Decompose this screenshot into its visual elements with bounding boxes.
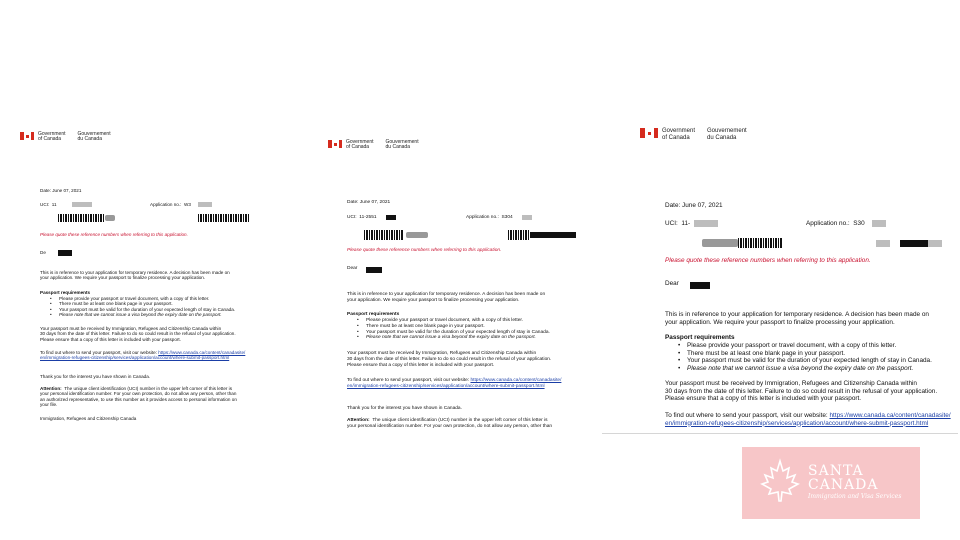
uci-barcode xyxy=(58,214,104,222)
website-paragraph: To find out where to send your passport, visit our website: https://www.canada.ca/content/canadasite/ en/immigration-refugees-citizenship/services/application/account/where-submit-passport.html xyxy=(347,378,562,389)
quote-notice: Please quote these reference numbers when referring to this application. xyxy=(347,248,502,253)
attention-paragraph: Attention: The unique client identification (UCI) number in the upper left corner of this letter is your personal identification number. For your own protection, do not allow any person, other than xyxy=(347,418,553,429)
website-link[interactable]: https://www.canada.ca/content/canadasite/ xyxy=(158,350,246,355)
application-barcode xyxy=(508,230,530,240)
receive-paragraph: Your passport must be received by Immigration, Refugees and Citizenship Canada within 30 days from the date of this letter. Failure to do so could result in the refusal of your application. Please ensure that a copy of this letter is included with your passport. xyxy=(40,326,236,342)
salutation: Dear xyxy=(347,266,358,271)
requirements-list: • Please provide your passport or travel document, with a copy of this letter. • There must be at least one blank page in your passport. • Your passport must be valid for the duration of your expected length of stay in Canada. • Please note that we cannot issue a visa beyond the expiry date on the passport. xyxy=(50,296,235,318)
stamp-title-1: SANTA xyxy=(808,463,864,479)
application-no-label: Application no.: S304 xyxy=(466,215,513,220)
stamp-subtitle: Immigration and Visa Services xyxy=(808,493,902,500)
uci-barcode xyxy=(738,238,782,248)
letter-page-3 xyxy=(602,115,958,434)
salutation: De xyxy=(40,250,46,255)
intro-paragraph: This is in reference to your application for temporary residence. A decision has been made on your application. We require your passport to finalize processing your application. xyxy=(665,311,929,326)
website-paragraph: To find out where to send your passport, visit our website: https://www.canada.ca/content/canadasite/ en/immigration-refugees-citizenship/services/application/account/where-submit-passport.html xyxy=(665,412,951,427)
application-no-label: Application no.: W3 xyxy=(150,202,191,207)
website-paragraph: To find out where to send your passport, visit our website: https://www.canada.ca/content/canadasite/ en/immigration-refugees-citizenship/services/application/account/where-submit-passport.html xyxy=(40,350,246,361)
uci-label: UCI: 11 xyxy=(40,202,57,207)
application-no-label: Application no.: S30 xyxy=(806,220,865,227)
uci-barcode xyxy=(364,230,404,240)
letter-date: Date: June 07, 2021 xyxy=(665,202,723,209)
gov-header: Government of Canada Gouvernement du Canada xyxy=(640,128,759,141)
requirements-title: Passport requirements xyxy=(347,312,400,317)
intro-paragraph: This is in reference to your application for temporary residence. A decision has been made on your application. We require your passport to finalize processing your application. xyxy=(347,292,546,303)
application-barcode xyxy=(198,214,250,222)
salutation: Dear xyxy=(665,280,679,287)
maple-leaf-icon xyxy=(756,457,804,505)
website-link[interactable]: https://www.canada.ca/content/canadasite/ xyxy=(829,412,951,419)
receive-paragraph: Your passport must be received by Immigration, Refugees and Citizenship Canada within 30 days from the date of this letter. Failure to do so could result in the refusal of your application. Please ensure that a copy of this letter is included with your passport. xyxy=(665,380,938,403)
thanks-line: Thank you for the interest you have shown in Canada. xyxy=(40,374,151,379)
application-barcode xyxy=(900,240,928,247)
letter-date: Date: June 07, 2021 xyxy=(347,200,391,205)
requirements-list: • Please provide your passport or travel document, with a copy of this letter. • There must be at least one blank page in your passport. • Your passport must be valid for the duration of your expected length of stay in Canada. • Please note that we cannot issue a visa beyond the expiry date on the passport. xyxy=(357,318,550,341)
letter-date: Date: June 07, 2021 xyxy=(40,188,82,193)
letter-page-2 xyxy=(318,124,594,450)
intro-paragraph: This is in reference to your application for temporary residence. A decision has been made on your application. We require your passport to finalize processing your application. xyxy=(40,270,230,281)
stamp-title-2: CANADA xyxy=(808,477,879,493)
canada-flag-icon xyxy=(20,132,34,140)
requirements-list: • Please provide your passport or travel document, with a copy of this letter. • There must be at least one blank page in your passport. • Your passport must be valid for the duration of your expected length of stay in Canada. • Please note that we cannot issue a visa beyond the expiry date on the passport. xyxy=(678,342,932,372)
requirements-title: Passport requirements xyxy=(665,334,735,341)
attention-paragraph: Attention: The unique client identification (UCI) number in the upper left corner of this letter is your personal identification number. For your own protection, do not allow any person, other than an authorized representative, to use this number as it provides access to personal information on your file. xyxy=(40,386,237,408)
quote-notice: Please quote these reference numbers when referring to this application. xyxy=(665,257,871,264)
requirements-title: Passport requirements xyxy=(40,290,91,295)
uci-label: UCI: 11- xyxy=(665,220,691,227)
signoff: Immigration, Refugees and Citizenship Canada xyxy=(40,416,137,421)
canada-flag-icon xyxy=(640,128,658,138)
gov-header: Government of Canada Gouvernement du Canada xyxy=(328,140,431,151)
receive-paragraph: Your passport must be received by Immigration, Refugees and Citizenship Canada within 30 days from the date of this letter. Failure to do so could result in the refusal of your application. Please ensure that a copy of this letter is included with your passport. xyxy=(347,351,552,368)
quote-notice: Please quote these reference numbers when referring to this application. xyxy=(40,232,188,237)
santa-canada-watermark xyxy=(742,447,920,519)
thanks-line: Thank you for the interest you have shown in Canada. xyxy=(347,406,462,411)
website-link[interactable]: https://www.canada.ca/content/canadasite/ xyxy=(470,378,562,383)
canada-flag-icon xyxy=(328,140,342,148)
uci-label: UCI: 11-2551 xyxy=(347,215,377,220)
gov-header: Government of Canada Gouvernement du Canada xyxy=(20,132,123,143)
letter-page-1 xyxy=(12,118,294,434)
